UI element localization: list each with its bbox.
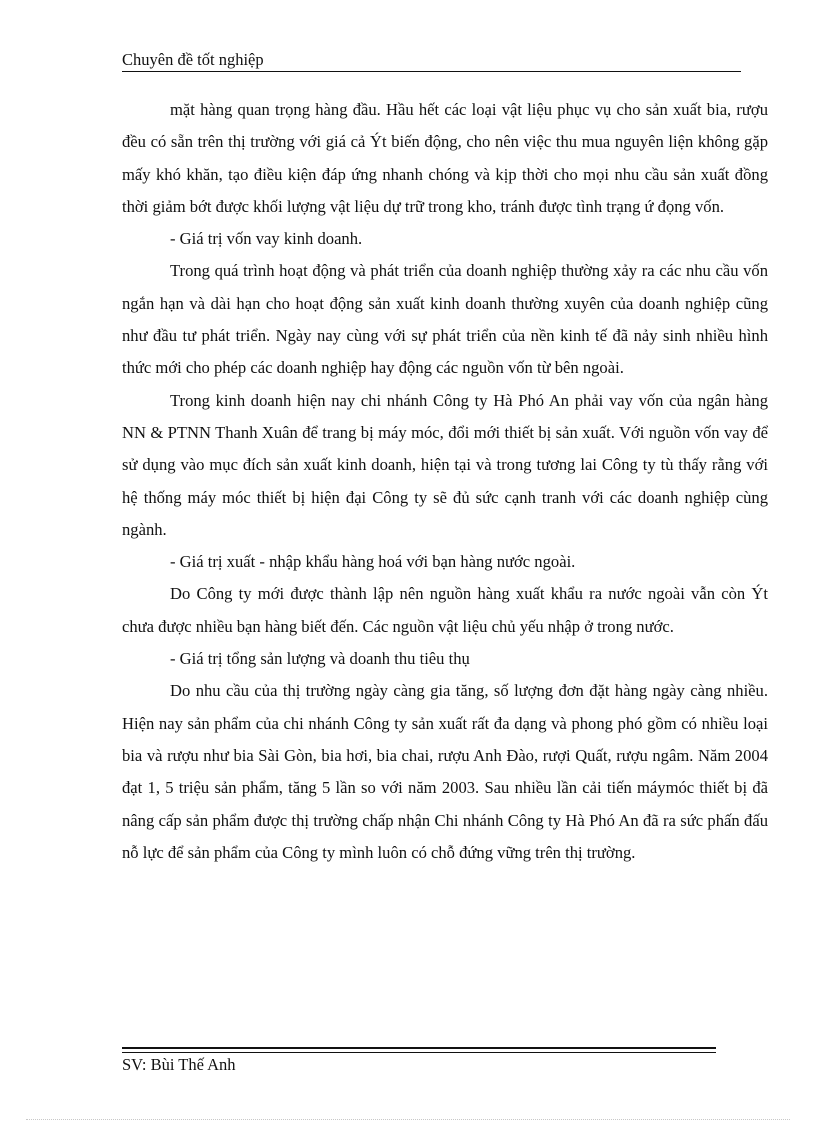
page-header [122, 48, 741, 72]
paragraph-capital-needs: Trong quá trình hoạt động và phát triển của doanh nghiệp thường xảy ra các nhu cầu vốn ngắn hạn và dài hạn cho hoạt động sản xuất kinh doanh thường xuyên của doanh nghiệp cũng như đầu tư phát triển. Ngày nay cùng với sự phát triển của nền kinh tế đã nảy sinh nhiều hình thức mới cho phép các doanh nghiệp hay động các nguồn vốn từ bên ngoài. [122, 261, 768, 378]
subheading-output-revenue: - Giá trị tổng sản lượng và doanh thu tiêu thụ [170, 649, 470, 669]
body-text [122, 94, 768, 869]
paragraph-export-market: Do Công ty mới được thành lập nên nguồn hàng xuất khẩu ra nước ngoài vẫn còn Ýt chưa được nhiều bạn hàng biết đến. Các nguồn vật liệu chủ yếu nhập ở trong nước. [122, 584, 768, 636]
subheading-loan-capital: - Giá trị vốn vay kinh doanh. [170, 229, 363, 249]
paragraph-materials: mặt hàng quan trọng hàng đầu. Hầu hết các loại vật liệu phục vụ cho sản xuất bia, rượu đều có sẵn trên thị trường với giá cả Ýt biến động, cho nên việc thu mua nguyên liện không gặp mấy khó khăn, tạo điều kiện đáp ứng nhanh chóng và kịp thời cho mọi nhu cầu sản xuất đồng thời giảm bớt được khối lượng vật liệu dự trữ trong kho, tránh được tình trạng ứ đọng vốn. [122, 100, 768, 216]
paragraph-output-growth: Do nhu cầu của thị trường ngày càng gia tăng, số lượng đơn đặt hàng ngày càng nhiều. Hiện nay sản phẩm của chi nhánh Công ty sản xuất rất đa dạng và phong phó gồm có nhiều loại bia và rượu như bia Sài Gòn, bia hơi, bia chai, rượu Anh Đào, rượi Quất, rượu ngâm. Năm 2004 đạt 1, 5 triệu sản phẩm, tăng 5 lần so với năm 2003. Sau nhiều lần cải tiến máymóc thiết bị đã nâng cấp sản phẩm được thị trường chấp nhận Chi nhánh Công ty Hà Phó An đã ra sức phấn đấu nỗ lực để sản phẩm của Công ty mình luôn có chỗ đứng vững trên thị trường. [122, 681, 768, 862]
paragraph-bank-loan: Trong kinh doanh hiện nay chi nhánh Công ty Hà Phó An phải vay vốn của ngân hàng NN & PTNN Thanh Xuân để trang bị máy móc, đổi mới thiết bị sản xuất. Với nguồn vốn vay để sử dụng vào mục đích sản xuất kinh doanh, hiện tại và trong tương lai Công ty tù thấy rằng với hệ thống máy móc thiết bị hiện đại Công ty sẽ đủ sức cạnh tranh với các doanh nghiệp cùng ngành. [122, 390, 768, 539]
footer-divider-thick [122, 1047, 716, 1049]
page-header-title: Chuyên đề tốt nghiệp [122, 50, 264, 69]
page-bottom-edge [26, 1119, 790, 1120]
footer-author: SV: Bùi Thế Anh [122, 1055, 236, 1074]
header-divider [122, 71, 741, 72]
subheading-import-export: - Giá trị xuất - nhập khẩu hàng hoá với bạn hàng nước ngoài. [170, 552, 576, 572]
footer-divider-thin [122, 1052, 716, 1053]
